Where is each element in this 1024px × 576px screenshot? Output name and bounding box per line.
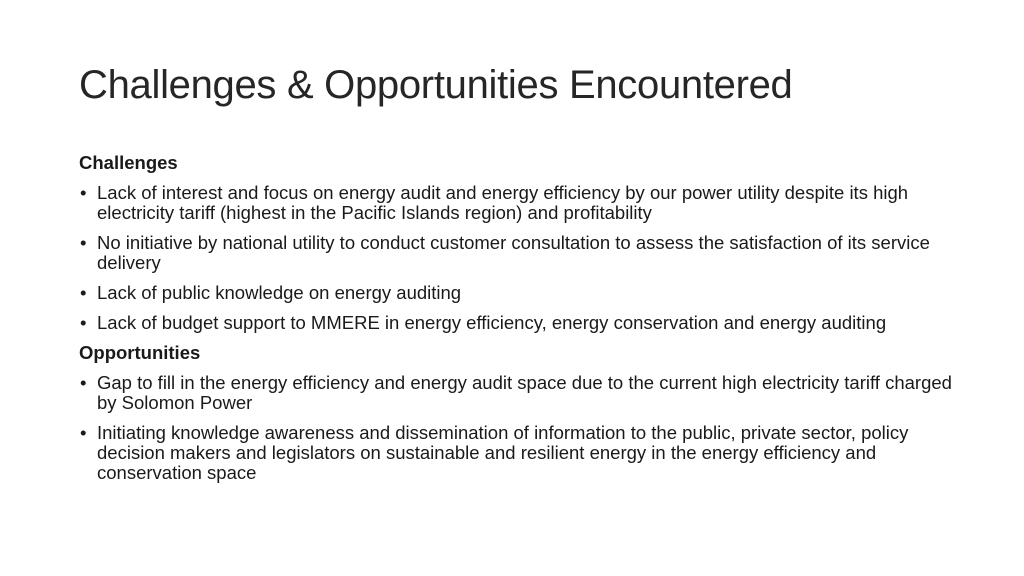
list-item [79, 313, 959, 333]
list-item [79, 233, 959, 273]
slide-title: Challenges & Opportunities Encountered [79, 63, 793, 107]
bullet-icon: • [80, 372, 87, 393]
list-item-text: Gap to fill in the energy efficiency and energy audit space due to the current high electricity tariff charged by Solomon Power [97, 372, 952, 413]
list-item-text: Lack of interest and focus on energy audit and energy efficiency by our power utility despite its high electricity tariff (highest in the Pacific Islands region) and profitability [97, 182, 909, 223]
challenges-heading: Challenges [79, 152, 178, 173]
bullet-icon: • [80, 312, 87, 333]
list-item-text: Lack of public knowledge on energy auditing [97, 282, 462, 303]
list-item [79, 423, 959, 483]
list-item [79, 183, 959, 223]
list-item-text: Initiating knowledge awareness and dissemination of information to the public, private sector, policy decision makers and legislators on sustainable and resilient energy in the energy efficiency and conservation space [97, 422, 909, 483]
opportunities-list [79, 373, 959, 483]
bullet-icon: • [80, 182, 87, 203]
challenges-list [79, 183, 959, 333]
slide-content [79, 153, 959, 483]
opportunities-heading: Opportunities [79, 342, 201, 363]
list-item-text: No initiative by national utility to conduct customer consultation to assess the satisfaction of its service delivery [97, 232, 930, 273]
bullet-icon: • [80, 232, 87, 253]
list-item [79, 283, 959, 303]
list-item-text: Lack of budget support to MMERE in energy efficiency, energy conservation and energy auditing [97, 312, 887, 333]
bullet-icon: • [80, 422, 87, 443]
bullet-icon: • [80, 282, 87, 303]
list-item [79, 373, 959, 413]
